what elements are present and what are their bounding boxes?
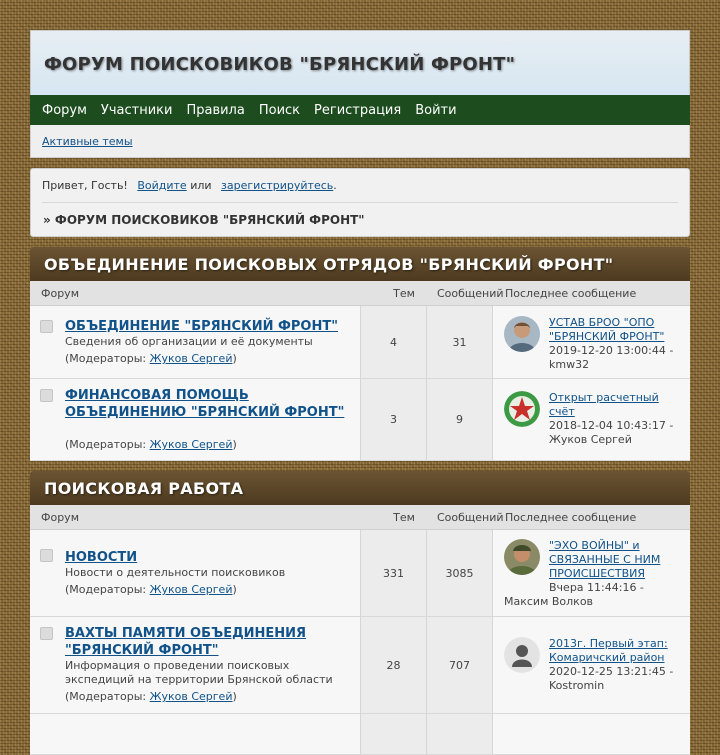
last-post-title[interactable]: Открыт расчетный счёт <box>549 391 659 418</box>
forum-read-icon <box>40 389 53 402</box>
col-topics-header: Тем <box>393 510 415 524</box>
forum-cell <box>30 379 361 460</box>
nav-forum[interactable]: Форум <box>42 102 87 118</box>
last-post-author: Максим Волков <box>504 595 594 608</box>
topics-count: 3 <box>361 379 427 460</box>
last-post-author: Жуков Сергей <box>549 433 632 446</box>
divider <box>42 202 678 203</box>
greeting-line <box>42 179 337 192</box>
mods-suffix: ) <box>232 583 237 596</box>
avatar[interactable] <box>504 316 540 352</box>
last-post-title[interactable]: "ЭХО ВОЙНЫ" и СВЯЗАННЫЕ С НИМ ПРОИСШЕСТВИЯ <box>549 539 661 580</box>
forum-read-icon <box>40 549 53 562</box>
forum-title-link[interactable]: НОВОСТИ <box>65 550 138 565</box>
forum-cell <box>30 714 361 754</box>
category-block <box>30 247 690 461</box>
column-headers <box>30 505 690 530</box>
last-post-date: 2019-12-20 13:00:44 - <box>549 344 674 357</box>
site-header <box>30 30 690 95</box>
last-post-author: Kostromin <box>549 679 605 692</box>
col-posts-header: Сообщений <box>437 510 504 524</box>
last-post-date: 2020-12-25 13:21:45 - <box>549 665 674 678</box>
forum-title-link[interactable]: ВАХТЫ ПАМЯТИ ОБЪЕДИНЕНИЯ "БРЯНСКИЙ ФРОНТ" <box>65 626 307 658</box>
category-block <box>30 471 690 755</box>
topics-count: 331 <box>361 530 427 616</box>
posts-count: 31 <box>427 306 493 378</box>
forum-moderators <box>65 583 237 596</box>
welcome-panel <box>30 168 690 237</box>
forum-row <box>30 714 690 755</box>
star-emblem-icon[interactable] <box>504 391 540 427</box>
forum-description: Сведения об организации и её документы <box>65 335 313 348</box>
posts-count: 3085 <box>427 530 493 616</box>
forum-row <box>30 379 690 461</box>
forum-cell <box>30 530 361 616</box>
default-user-icon[interactable] <box>504 637 540 673</box>
breadcrumb[interactable]: » ФОРУМ ПОИСКОВИКОВ "БРЯНСКИЙ ФРОНТ" <box>43 213 365 227</box>
or-text: или <box>190 179 212 192</box>
moderator-link[interactable]: Жуков Сергей <box>149 438 233 451</box>
last-post-cell <box>493 306 678 378</box>
nav-search[interactable]: Поиск <box>258 102 301 118</box>
nav-rules[interactable]: Правила <box>186 102 245 118</box>
last-post-cell <box>493 617 678 713</box>
page-wrapper <box>30 30 690 755</box>
category-title[interactable]: ПОИСКОВАЯ РАБОТА <box>30 471 690 505</box>
site-title[interactable]: ФОРУМ ПОИСКОВИКОВ "БРЯНСКИЙ ФРОНТ" <box>44 54 516 75</box>
nav-login[interactable]: Войти <box>415 102 457 118</box>
register-link[interactable]: зарегистрируйтесь <box>221 179 334 192</box>
greeting-text: Привет, Гость! <box>42 179 128 192</box>
last-post-title[interactable]: УСТАВ БРОО "ОПО "БРЯНСКИЙ ФРОНТ" <box>549 316 665 343</box>
forum-read-icon <box>40 320 53 333</box>
mods-prefix: (Модераторы: <box>65 690 150 703</box>
forum-row <box>30 617 690 714</box>
nav-members[interactable]: Участники <box>100 102 173 118</box>
last-post-author: kmw32 <box>549 358 590 371</box>
posts-count <box>427 714 493 754</box>
active-topics-link[interactable]: Активные темы <box>42 134 133 148</box>
topics-count: 28 <box>361 617 427 713</box>
sub-navbar <box>30 125 690 158</box>
col-topics-header: Тем <box>393 286 415 300</box>
main-navbar <box>30 95 690 125</box>
moderator-link[interactable]: Жуков Сергей <box>149 352 233 365</box>
mods-prefix: (Модераторы: <box>65 438 150 451</box>
forum-moderators <box>65 690 237 703</box>
col-posts-header: Сообщений <box>437 286 504 300</box>
forum-cell <box>30 617 361 713</box>
forum-title-link[interactable]: ОБЪЕДИНЕНИЕ "БРЯНСКИЙ ФРОНТ" <box>65 319 338 334</box>
last-post-date: Вчера 11:44:16 - <box>549 581 644 594</box>
mods-prefix: (Модераторы: <box>65 583 150 596</box>
col-forum-header: Форум <box>41 286 79 300</box>
col-forum-header: Форум <box>41 510 79 524</box>
forum-cell <box>30 306 361 378</box>
forum-description: Информация о проведении поисковых экспедиций на территории Брянской области <box>65 659 333 686</box>
topics-count: 4 <box>361 306 427 378</box>
category-title[interactable]: ОБЪЕДИНЕНИЕ ПОИСКОВЫХ ОТРЯДОВ "БРЯНСКИЙ ФРОНТ" <box>30 247 690 281</box>
last-post-cell <box>493 379 678 460</box>
moderator-link[interactable]: Жуков Сергей <box>149 583 233 596</box>
last-post-cell <box>493 714 678 754</box>
forum-title-link[interactable]: ФИНАНСОВАЯ ПОМОЩЬ ОБЪЕДИНЕНИЮ "БРЯНСКИЙ ФРОНТ" <box>65 388 345 420</box>
forum-row <box>30 306 690 379</box>
mods-suffix: ) <box>232 438 237 451</box>
posts-count: 707 <box>427 617 493 713</box>
last-post-cell <box>493 530 678 616</box>
mods-prefix: (Модераторы: <box>65 352 150 365</box>
forum-description: Новости о деятельности поисковиков <box>65 566 286 579</box>
forum-row <box>30 530 690 617</box>
moderator-link[interactable]: Жуков Сергей <box>149 690 233 703</box>
forum-read-icon <box>40 627 53 640</box>
posts-count: 9 <box>427 379 493 460</box>
forum-moderators <box>65 352 237 365</box>
col-last-header: Последнее сообщение <box>505 510 637 524</box>
forum-moderators <box>65 438 237 451</box>
column-headers <box>30 281 690 306</box>
topics-count <box>361 714 427 754</box>
mods-suffix: ) <box>232 352 237 365</box>
col-last-header: Последнее сообщение <box>505 286 637 300</box>
mods-suffix: ) <box>232 690 237 703</box>
period-text: . <box>333 179 337 192</box>
login-link[interactable]: Войдите <box>137 179 187 192</box>
nav-register[interactable]: Регистрация <box>314 102 402 118</box>
last-post-date: 2018-12-04 10:43:17 - <box>549 419 674 432</box>
last-post-title[interactable]: 2013г. Первый этап: Комаричский район <box>549 637 668 664</box>
avatar[interactable] <box>504 539 540 575</box>
